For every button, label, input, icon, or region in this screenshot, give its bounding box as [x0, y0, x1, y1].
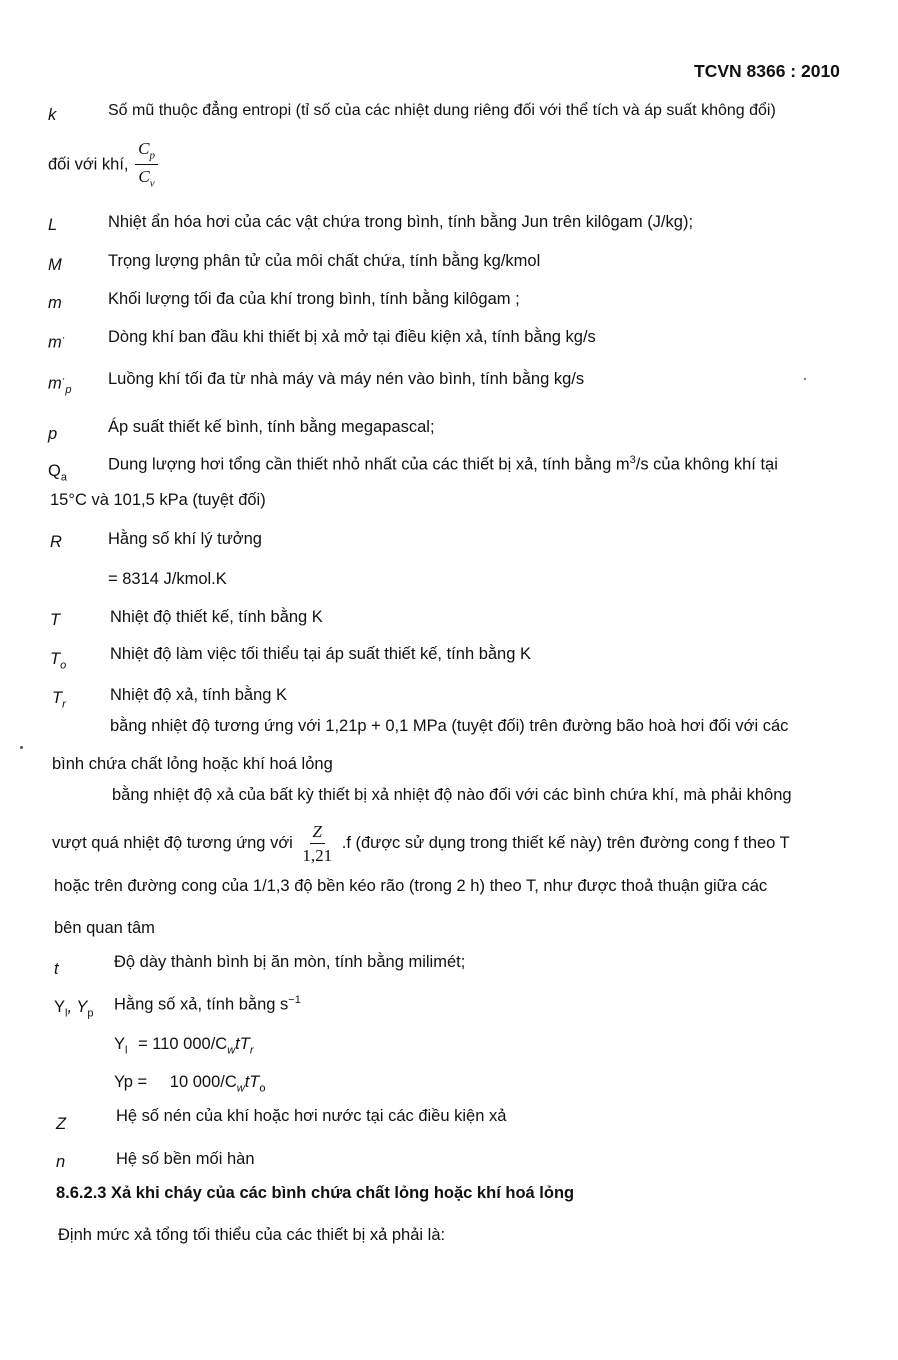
- def-L-text: Nhiệt ẩn hóa hơi của các vật chứa trong bình, tính bằng Jun trên kilôgam (J/kg);: [108, 213, 694, 231]
- scan-speck: [804, 378, 806, 380]
- def-Qa-cont: 15°C và 101,5 kPa (tuyệt đối): [50, 491, 266, 509]
- def-k-cont: [48, 140, 160, 190]
- symbol-m-dot: m·: [48, 332, 66, 352]
- symbol-Z: Z: [56, 1115, 67, 1133]
- section-heading: 8.6.2.3 Xả khi cháy của các bình chứa chất lỏng hoặc khí hoá lỏng: [56, 1184, 575, 1202]
- def-n-text: Hệ số bền mối hàn: [116, 1150, 255, 1168]
- def-R-value: = 8314 J/kmol.K: [108, 570, 227, 588]
- standard-number: TCVN 8366 : 2010: [694, 61, 840, 81]
- def-m-text: Khối lượng tối đa của khí trong bình, tính bằng kilôgam ;: [108, 290, 520, 308]
- def-t-text: Độ dày thành bình bị ăn mòn, tính bằng milimét;: [114, 953, 466, 971]
- def-Tr-para1-line1: bằng nhiệt độ tương ứng với 1,21p + 0,1 MPa (tuyệt đối) trên đường bão hoà hơi đối với các: [110, 717, 789, 735]
- section-intro: Định mức xả tổng tối thiểu của các thiết bị xả phải là:: [58, 1226, 446, 1244]
- symbol-Y: $Y_l$, $Y_p$: [54, 998, 94, 1020]
- symbol-t: t: [54, 960, 59, 978]
- symbol-m-p: $m^\cdot_p$: [48, 373, 72, 396]
- symbol-L: L: [48, 216, 58, 234]
- def-Tr-para2-line1: bằng nhiệt độ xả của bất kỳ thiết bị xả nhiệt độ nào đối với các bình chứa khí, mà phải không: [112, 786, 792, 804]
- symbol-Tr: $T_r$: [52, 689, 66, 711]
- symbol-Qa: $Q_a$: [48, 462, 67, 484]
- def-M-text: Trọng lượng phân tử của môi chất chứa, tính bằng kg/kmol: [108, 252, 541, 270]
- symbol-p: p: [48, 425, 58, 443]
- scan-speck: [20, 746, 23, 749]
- cp-over-cv-fraction: $\frac{C_p}{C_v}$: [135, 140, 158, 190]
- z-over-121-fraction: $\frac{Z}{1,21}$: [302, 822, 333, 865]
- def-R-text: Hằng số khí lý tưởng: [108, 530, 262, 548]
- def-m-p-text: Luồng khí tối đa từ nhà máy và máy nén vào bình, tính bằng kg/s: [108, 370, 585, 388]
- equation-Yp: Yp = 10 $000/C_wtT_o$: [114, 1073, 266, 1095]
- def-k-cont-text: đối với khí,: [48, 155, 129, 174]
- symbol-To: $T_o$: [50, 650, 67, 672]
- def-Tr-para2-line3: hoặc trên đường cong của 1/1,3 độ bền kéo rão (trong 2 h) theo T, như được thoả thuận giữa các: [54, 877, 768, 895]
- def-Tr-para2-line4: bên quan tâm: [54, 919, 155, 937]
- def-Tr-para1-line2: bình chứa chất lỏng hoặc khí hoá lỏng: [52, 755, 333, 773]
- def-Tr-text: Nhiệt độ xả, tính bằng K: [110, 686, 288, 704]
- def-To-text: Nhiệt độ làm việc tối thiểu tại áp suất thiết kế, tính bằng K: [110, 645, 531, 663]
- def-m-dot-text: Dòng khí ban đầu khi thiết bị xả mở tại điều kiện xả, tính bằng kg/s: [108, 328, 596, 346]
- def-Y-text: Hằng số xả, tính bằng $s^{-1}$: [114, 994, 301, 1014]
- def-Tr-para2-line2: vượt quá nhiệt độ tương ứng với $\frac{Z}{1,21}$ .f (được sử dụng trong thiết kế này) trên đường cong f theo T: [52, 822, 790, 865]
- def-p-text: Áp suất thiết kế bình, tính bằng megapascal;: [108, 418, 435, 436]
- symbol-M: M: [48, 256, 62, 274]
- equation-Yl: $Y_l = 110$ $000/C_wtT_r$: [114, 1035, 254, 1057]
- def-Qa-text: Dung lượng hơi tổng cần thiết nhỏ nhất của các thiết bị xả, tính bằng $m^3/s$ của không khí tại: [108, 454, 778, 474]
- symbol-k: k: [48, 106, 57, 124]
- symbol-R: R: [50, 533, 62, 551]
- symbol-m: m: [48, 294, 62, 312]
- def-T-text: Nhiệt độ thiết kế, tính bằng K: [110, 608, 323, 626]
- symbol-T: T: [50, 611, 61, 629]
- def-Z-text: Hệ số nén của khí hoặc hơi nước tại các điều kiện xả: [116, 1107, 507, 1125]
- symbol-n: n: [56, 1153, 66, 1171]
- def-k-text: Số mũ thuộc đẳng entropi (tỉ số của các nhiệt dung riêng đối với thể tích và áp suất không đổi): [108, 102, 776, 119]
